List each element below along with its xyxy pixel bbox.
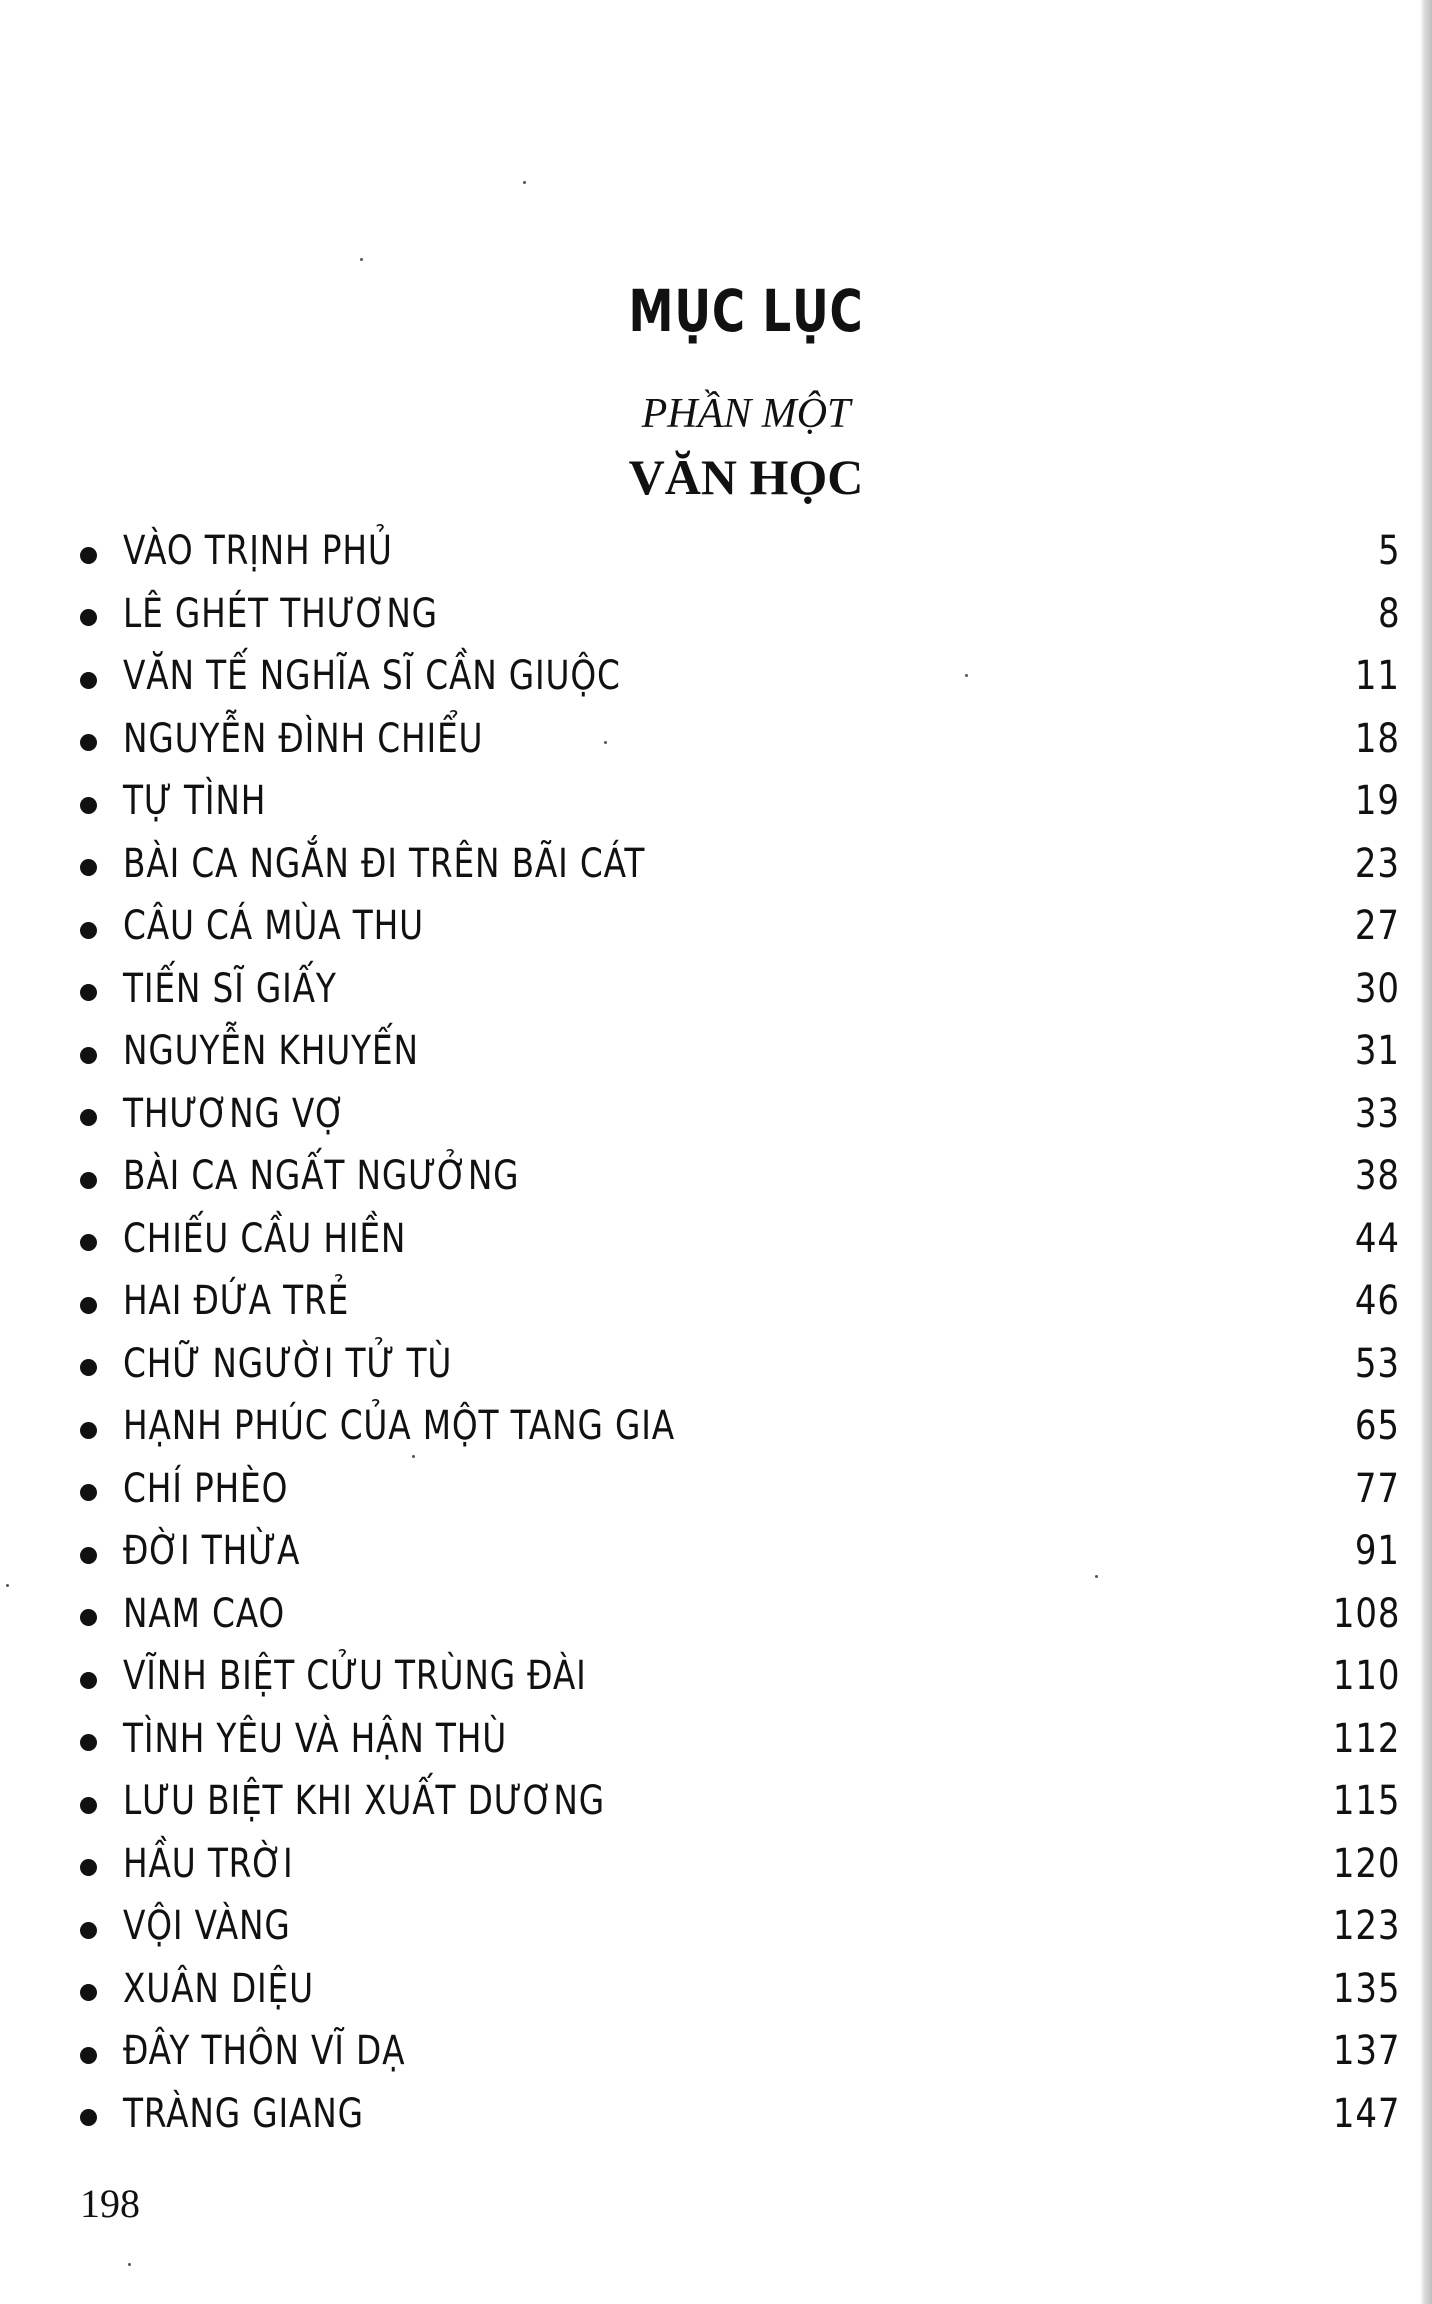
toc-entry-title: CHIẾU CẦU HIỀN bbox=[123, 1215, 407, 1262]
toc-entry-title: TIẾN SĨ GIẤY bbox=[123, 965, 337, 1012]
bullet-icon bbox=[80, 1359, 97, 1376]
toc-entry-title: TRÀNG GIANG bbox=[123, 2090, 364, 2137]
toc-entry-title: ĐÂY THÔN VĨ DẠ bbox=[123, 2028, 406, 2075]
bullet-icon bbox=[80, 1234, 97, 1251]
toc-row bbox=[80, 1770, 1400, 1833]
toc-entry-title: CHÍ PHÈO bbox=[123, 1465, 289, 1512]
bullet-icon bbox=[80, 1547, 97, 1564]
toc-row bbox=[80, 1270, 1400, 1333]
toc-entry-page: 112 bbox=[1332, 1715, 1400, 1762]
toc-row bbox=[80, 1833, 1400, 1896]
toc-entry-title: CHỮ NGƯỜI TỬ TÙ bbox=[123, 1340, 453, 1387]
toc-row bbox=[80, 2020, 1400, 2083]
toc-entry-title: BÀI CA NGẮN ĐI TRÊN BÃI CÁT bbox=[123, 840, 646, 887]
toc-entry-title: ĐỜI THỪA bbox=[123, 1528, 301, 1575]
toc-row bbox=[80, 1520, 1400, 1583]
toc-row bbox=[80, 958, 1400, 1021]
bullet-icon bbox=[80, 1297, 97, 1314]
toc-entry-page: 18 bbox=[1355, 715, 1400, 762]
toc-entry-title: VĂN TẾ NGHĨA SĨ CẦN GIUỘC bbox=[123, 653, 621, 700]
toc-row bbox=[80, 770, 1400, 833]
toc-entry-page: 53 bbox=[1355, 1340, 1400, 1387]
toc-entry-page: 30 bbox=[1355, 965, 1400, 1012]
toc-entry-page: 27 bbox=[1355, 903, 1400, 950]
toc-row bbox=[80, 1645, 1400, 1708]
toc-row bbox=[80, 1333, 1400, 1396]
bullet-icon bbox=[80, 922, 97, 939]
bullet-icon bbox=[80, 1109, 97, 1126]
bullet-icon bbox=[80, 2047, 97, 2064]
bullet-icon bbox=[80, 2109, 97, 2126]
toc-row bbox=[80, 1895, 1400, 1958]
scan-speck bbox=[6, 1584, 9, 1587]
toc-entry-title: THƯƠNG VỢ bbox=[123, 1090, 346, 1137]
bullet-icon bbox=[80, 1422, 97, 1439]
toc-entry-page: 8 bbox=[1377, 590, 1400, 637]
bullet-icon bbox=[80, 1172, 97, 1189]
toc-entry-page: 77 bbox=[1355, 1465, 1400, 1512]
toc-row bbox=[80, 833, 1400, 896]
toc-row bbox=[80, 708, 1400, 771]
bullet-icon bbox=[80, 1984, 97, 2001]
toc-row bbox=[80, 1458, 1400, 1521]
bullet-icon bbox=[80, 1797, 97, 1814]
toc-entry-title: LƯU BIỆT KHI XUẤT DƯƠNG bbox=[123, 1778, 606, 1825]
toc-entry-page: 46 bbox=[1355, 1278, 1400, 1325]
toc-row bbox=[80, 2083, 1400, 2146]
toc-entry-title: TỰ TÌNH bbox=[123, 778, 267, 825]
bullet-icon bbox=[80, 1609, 97, 1626]
bullet-icon bbox=[80, 1672, 97, 1689]
table-of-contents bbox=[80, 520, 1400, 2145]
toc-entry-title: TÌNH YÊU VÀ HẬN THÙ bbox=[123, 1715, 508, 1762]
bullet-icon bbox=[80, 1734, 97, 1751]
toc-entry-title: CÂU CÁ MÙA THU bbox=[123, 903, 424, 950]
scan-speck bbox=[523, 181, 526, 184]
bullet-icon bbox=[80, 1484, 97, 1501]
bullet-icon bbox=[80, 672, 97, 689]
page-number: 198 bbox=[80, 2181, 140, 2226]
bullet-icon bbox=[80, 609, 97, 626]
toc-entry-page: 135 bbox=[1332, 1965, 1400, 2012]
toc-entry-title: XUÂN DIỆU bbox=[123, 1965, 314, 2012]
toc-row bbox=[80, 1020, 1400, 1083]
toc-entry-page: 23 bbox=[1355, 840, 1400, 887]
toc-entry-page: 108 bbox=[1332, 1590, 1400, 1637]
toc-entry-page: 19 bbox=[1355, 778, 1400, 825]
toc-row bbox=[80, 1208, 1400, 1271]
toc-row bbox=[80, 645, 1400, 708]
bullet-icon bbox=[80, 1047, 97, 1064]
toc-row bbox=[80, 520, 1400, 583]
toc-row bbox=[80, 895, 1400, 958]
toc-entry-title: VĨNH BIỆT CỬU TRÙNG ĐÀI bbox=[123, 1653, 587, 1700]
toc-entry-title: LÊ GHÉT THƯƠNG bbox=[123, 590, 438, 637]
toc-entry-page: 91 bbox=[1355, 1528, 1400, 1575]
toc-row bbox=[80, 1145, 1400, 1208]
bullet-icon bbox=[80, 797, 97, 814]
toc-entry-page: 31 bbox=[1355, 1028, 1400, 1075]
toc-entry-title: HẦU TRỜI bbox=[123, 1840, 294, 1887]
toc-entry-title: NGUYỄN ĐÌNH CHIỂU bbox=[123, 715, 484, 762]
toc-entry-title: NGUYỄN KHUYẾN bbox=[123, 1028, 419, 1075]
toc-row bbox=[80, 1708, 1400, 1771]
toc-entry-title: HẠNH PHÚC CỦA MỘT TANG GIA bbox=[123, 1403, 676, 1450]
part-label: PHẦN MỘT bbox=[641, 391, 851, 437]
toc-entry-page: 123 bbox=[1332, 1903, 1400, 1950]
bullet-icon bbox=[80, 984, 97, 1001]
toc-row bbox=[80, 583, 1400, 646]
toc-row bbox=[80, 1583, 1400, 1646]
page-title: MỤC LỤC bbox=[628, 276, 864, 345]
toc-entry-page: 120 bbox=[1332, 1840, 1400, 1887]
toc-entry-page: 65 bbox=[1355, 1403, 1400, 1450]
toc-entry-title: NAM CAO bbox=[123, 1590, 286, 1637]
toc-entry-title: HAI ĐỨA TRẺ bbox=[123, 1278, 350, 1325]
toc-entry-page: 137 bbox=[1332, 2028, 1400, 2075]
toc-row bbox=[80, 1083, 1400, 1146]
toc-entry-page: 44 bbox=[1355, 1215, 1400, 1262]
toc-entry-title: BÀI CA NGẤT NGƯỞNG bbox=[123, 1153, 520, 1200]
part-title: VĂN HỌC bbox=[628, 449, 864, 505]
bullet-icon bbox=[80, 859, 97, 876]
toc-entry-title: VỘI VÀNG bbox=[123, 1903, 291, 1950]
page-edge-shadow bbox=[1420, 0, 1432, 2304]
toc-entry-page: 5 bbox=[1377, 528, 1400, 575]
toc-entry-page: 115 bbox=[1332, 1778, 1400, 1825]
bullet-icon bbox=[80, 1922, 97, 1939]
toc-entry-title: VÀO TRỊNH PHỦ bbox=[123, 528, 393, 575]
toc-entry-page: 110 bbox=[1332, 1653, 1400, 1700]
toc-row bbox=[80, 1958, 1400, 2021]
toc-entry-page: 11 bbox=[1355, 653, 1400, 700]
toc-entry-page: 147 bbox=[1332, 2090, 1400, 2137]
bullet-icon bbox=[80, 547, 97, 564]
bullet-icon bbox=[80, 1859, 97, 1876]
scan-speck bbox=[128, 2263, 131, 2266]
toc-entry-page: 33 bbox=[1355, 1090, 1400, 1137]
bullet-icon bbox=[80, 734, 97, 751]
toc-row bbox=[80, 1395, 1400, 1458]
toc-entry-page: 38 bbox=[1355, 1153, 1400, 1200]
scan-speck bbox=[360, 258, 363, 261]
